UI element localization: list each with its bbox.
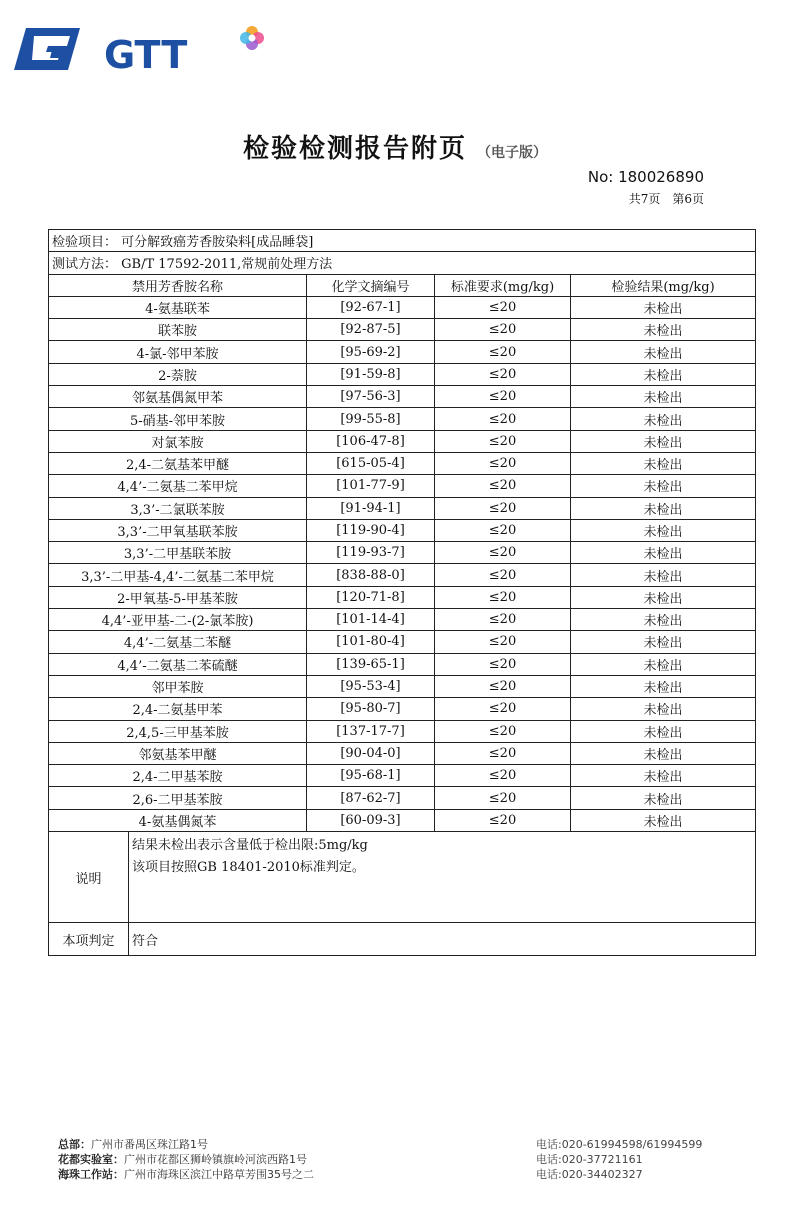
amine-name: 邻甲苯胺 xyxy=(49,675,307,697)
amine-name: 3,3’-二甲基-4,4’-二氨基二苯甲烷 xyxy=(49,564,307,586)
footer-label: 花都实验室： xyxy=(58,1153,124,1166)
limit-value: ≤20 xyxy=(435,408,571,430)
limit-value: ≤20 xyxy=(435,675,571,697)
table-row xyxy=(49,765,756,787)
cas-number: [95-53-4] xyxy=(307,675,435,697)
table-row xyxy=(49,698,756,720)
table-row xyxy=(49,386,756,408)
amine-name: 2-甲氧基-5-甲基苯胺 xyxy=(49,586,307,608)
item-row xyxy=(49,230,756,252)
cas-number: [119-90-4] xyxy=(307,519,435,541)
result-value: 未检出 xyxy=(571,564,756,586)
table-row xyxy=(49,653,756,675)
amine-name: 3,3’-二甲氧基联苯胺 xyxy=(49,519,307,541)
limit-value: ≤20 xyxy=(435,386,571,408)
result-value: 未检出 xyxy=(571,296,756,318)
limit-value: ≤20 xyxy=(435,765,571,787)
result-value: 未检出 xyxy=(571,341,756,363)
result-value: 未检出 xyxy=(571,787,756,809)
notes-line-1: 结果未检出表示含量低于检出限:5mg/kg xyxy=(132,838,368,854)
result-value: 未检出 xyxy=(571,586,756,608)
amine-name: 2-萘胺 xyxy=(49,363,307,385)
table-row xyxy=(49,586,756,608)
notes-row xyxy=(49,832,756,923)
result-value: 未检出 xyxy=(571,319,756,341)
footer-address: 广州市番禺区珠江路1号 xyxy=(91,1138,208,1151)
amine-name: 邻氨基苯甲醚 xyxy=(49,742,307,764)
table-row xyxy=(49,497,756,519)
limit-value: ≤20 xyxy=(435,319,571,341)
report-title-row xyxy=(0,128,790,165)
result-value: 未检出 xyxy=(571,698,756,720)
cas-number: [91-59-8] xyxy=(307,363,435,385)
limit-value: ≤20 xyxy=(435,631,571,653)
limit-value: ≤20 xyxy=(435,341,571,363)
result-value: 未检出 xyxy=(571,475,756,497)
edition-label: （电子版） xyxy=(477,145,547,161)
amine-name: 4,4’-二氨基二苯硫醚 xyxy=(49,653,307,675)
total-pages: 共7页 xyxy=(628,192,661,206)
table-row xyxy=(49,341,756,363)
verdict-value: 符合 xyxy=(129,923,756,956)
footer-row xyxy=(58,1151,738,1166)
footer-tel: 电话:020-37721161 xyxy=(536,1153,643,1166)
amine-name: 5-硝基-邻甲苯胺 xyxy=(49,408,307,430)
svg-text:GTT: GTT xyxy=(104,33,188,76)
limit-value: ≤20 xyxy=(435,720,571,742)
amine-name: 4,4’-二氨基二苯醚 xyxy=(49,631,307,653)
cas-number: [106-47-8] xyxy=(307,430,435,452)
method-label: 测试方法： xyxy=(52,257,118,273)
result-value: 未检出 xyxy=(571,542,756,564)
amine-name: 联苯胺 xyxy=(49,319,307,341)
table-body xyxy=(49,296,756,831)
report-title: 检验检测报告附页 xyxy=(242,134,467,164)
limit-value: ≤20 xyxy=(435,497,571,519)
results-table xyxy=(48,229,756,956)
table-row xyxy=(49,609,756,631)
result-value: 未检出 xyxy=(571,653,756,675)
amine-name: 2,4-二甲基苯胺 xyxy=(49,765,307,787)
result-value: 未检出 xyxy=(571,720,756,742)
amine-name: 邻氨基偶氮甲苯 xyxy=(49,386,307,408)
limit-value: ≤20 xyxy=(435,363,571,385)
cas-number: [139-65-1] xyxy=(307,653,435,675)
header-name: 禁用芳香胺名称 xyxy=(49,274,307,296)
header-limit: 标准要求(mg/kg) xyxy=(435,274,571,296)
result-value: 未检出 xyxy=(571,675,756,697)
amine-name: 3,3’-二甲基联苯胺 xyxy=(49,542,307,564)
table-row xyxy=(49,564,756,586)
cas-number: [838-88-0] xyxy=(307,564,435,586)
cas-number: [95-80-7] xyxy=(307,698,435,720)
table-row xyxy=(49,787,756,809)
amine-name: 2,4-二氨基甲苯 xyxy=(49,698,307,720)
verdict-label: 本项判定 xyxy=(49,923,129,956)
cas-number: [101-80-4] xyxy=(307,631,435,653)
cas-number: [99-55-8] xyxy=(307,408,435,430)
cas-number: [101-77-9] xyxy=(307,475,435,497)
current-page: 第6页 xyxy=(672,192,704,206)
page-count xyxy=(617,190,704,207)
item-label: 检验项目： xyxy=(52,235,118,251)
limit-value: ≤20 xyxy=(435,542,571,564)
notes-text xyxy=(129,832,756,923)
company-logo xyxy=(8,20,278,76)
limit-value: ≤20 xyxy=(435,787,571,809)
table-row xyxy=(49,408,756,430)
amine-name: 4,4’-二氨基二苯甲烷 xyxy=(49,475,307,497)
limit-value: ≤20 xyxy=(435,519,571,541)
amine-name: 2,6-二甲基苯胺 xyxy=(49,787,307,809)
result-value: 未检出 xyxy=(571,742,756,764)
table-row xyxy=(49,742,756,764)
cas-number: [101-14-4] xyxy=(307,609,435,631)
amine-name: 4-氨基联苯 xyxy=(49,296,307,318)
amine-name: 对氯苯胺 xyxy=(49,430,307,452)
notes-label: 说明 xyxy=(49,832,129,923)
cas-number: [90-04-0] xyxy=(307,742,435,764)
amine-name: 2,4-二氨基苯甲醚 xyxy=(49,452,307,474)
footer-label: 总部： xyxy=(58,1138,91,1151)
gtt-logo-icon xyxy=(8,20,278,76)
result-value: 未检出 xyxy=(571,386,756,408)
table-row xyxy=(49,452,756,474)
footer-tel: 电话:020-34402327 xyxy=(536,1168,643,1181)
header-result: 检验结果(mg/kg) xyxy=(571,274,756,296)
result-value: 未检出 xyxy=(571,452,756,474)
cas-number: [120-71-8] xyxy=(307,586,435,608)
verdict-row xyxy=(49,923,756,956)
notes-line-2: 该项目按照GB 18401-2010标准判定。 xyxy=(132,860,365,876)
amine-name: 4-氨基偶氮苯 xyxy=(49,809,307,831)
result-value: 未检出 xyxy=(571,609,756,631)
limit-value: ≤20 xyxy=(435,609,571,631)
table-row xyxy=(49,631,756,653)
footer-tel: 电话:020-61994598/61994599 xyxy=(536,1138,703,1151)
cas-number: [95-68-1] xyxy=(307,765,435,787)
amine-name: 2,4,5-三甲基苯胺 xyxy=(49,720,307,742)
page-footer xyxy=(58,1136,738,1181)
result-value: 未检出 xyxy=(571,809,756,831)
cas-number: [91-94-1] xyxy=(307,497,435,519)
cas-number: [92-67-1] xyxy=(307,296,435,318)
limit-value: ≤20 xyxy=(435,653,571,675)
amine-name: 4-氯-邻甲苯胺 xyxy=(49,341,307,363)
method-row xyxy=(49,252,756,274)
limit-value: ≤20 xyxy=(435,809,571,831)
footer-row xyxy=(58,1136,738,1151)
table-row xyxy=(49,542,756,564)
amine-name: 4,4’-亚甲基-二-(2-氯苯胺) xyxy=(49,609,307,631)
limit-value: ≤20 xyxy=(435,430,571,452)
table-header-row xyxy=(49,274,756,296)
cas-number: [137-17-7] xyxy=(307,720,435,742)
result-value: 未检出 xyxy=(571,519,756,541)
limit-value: ≤20 xyxy=(435,586,571,608)
limit-value: ≤20 xyxy=(435,296,571,318)
limit-value: ≤20 xyxy=(435,564,571,586)
result-value: 未检出 xyxy=(571,765,756,787)
limit-value: ≤20 xyxy=(435,475,571,497)
cas-number: [119-93-7] xyxy=(307,542,435,564)
cas-number: [615-05-4] xyxy=(307,452,435,474)
table-row xyxy=(49,430,756,452)
table-row xyxy=(49,809,756,831)
table-row xyxy=(49,475,756,497)
result-value: 未检出 xyxy=(571,631,756,653)
cas-number: [60-09-3] xyxy=(307,809,435,831)
table-row xyxy=(49,519,756,541)
item-value: 可分解致癌芳香胺染料[成品睡袋] xyxy=(121,235,314,251)
table-row xyxy=(49,720,756,742)
result-value: 未检出 xyxy=(571,363,756,385)
footer-address: 广州市海珠区滨江中路草芳围35号之二 xyxy=(124,1168,314,1181)
cas-number: [92-87-5] xyxy=(307,319,435,341)
result-value: 未检出 xyxy=(571,430,756,452)
report-number: No: 180026890 xyxy=(587,168,704,186)
footer-row xyxy=(58,1166,738,1181)
limit-value: ≤20 xyxy=(435,698,571,720)
cas-number: [95-69-2] xyxy=(307,341,435,363)
cas-number: [87-62-7] xyxy=(307,787,435,809)
result-value: 未检出 xyxy=(571,408,756,430)
amine-name: 3,3’-二氯联苯胺 xyxy=(49,497,307,519)
footer-label: 海珠工作站： xyxy=(58,1168,124,1181)
table-row xyxy=(49,675,756,697)
cas-number: [97-56-3] xyxy=(307,386,435,408)
table-row xyxy=(49,363,756,385)
limit-value: ≤20 xyxy=(435,742,571,764)
table-row xyxy=(49,296,756,318)
result-value: 未检出 xyxy=(571,497,756,519)
header-cas: 化学文摘编号 xyxy=(307,274,435,296)
table-row xyxy=(49,319,756,341)
method-value: GB/T 17592-2011,常规前处理方法 xyxy=(121,257,333,273)
footer-address: 广州市花都区狮岭镇旗岭河滨西路1号 xyxy=(124,1153,307,1166)
limit-value: ≤20 xyxy=(435,452,571,474)
